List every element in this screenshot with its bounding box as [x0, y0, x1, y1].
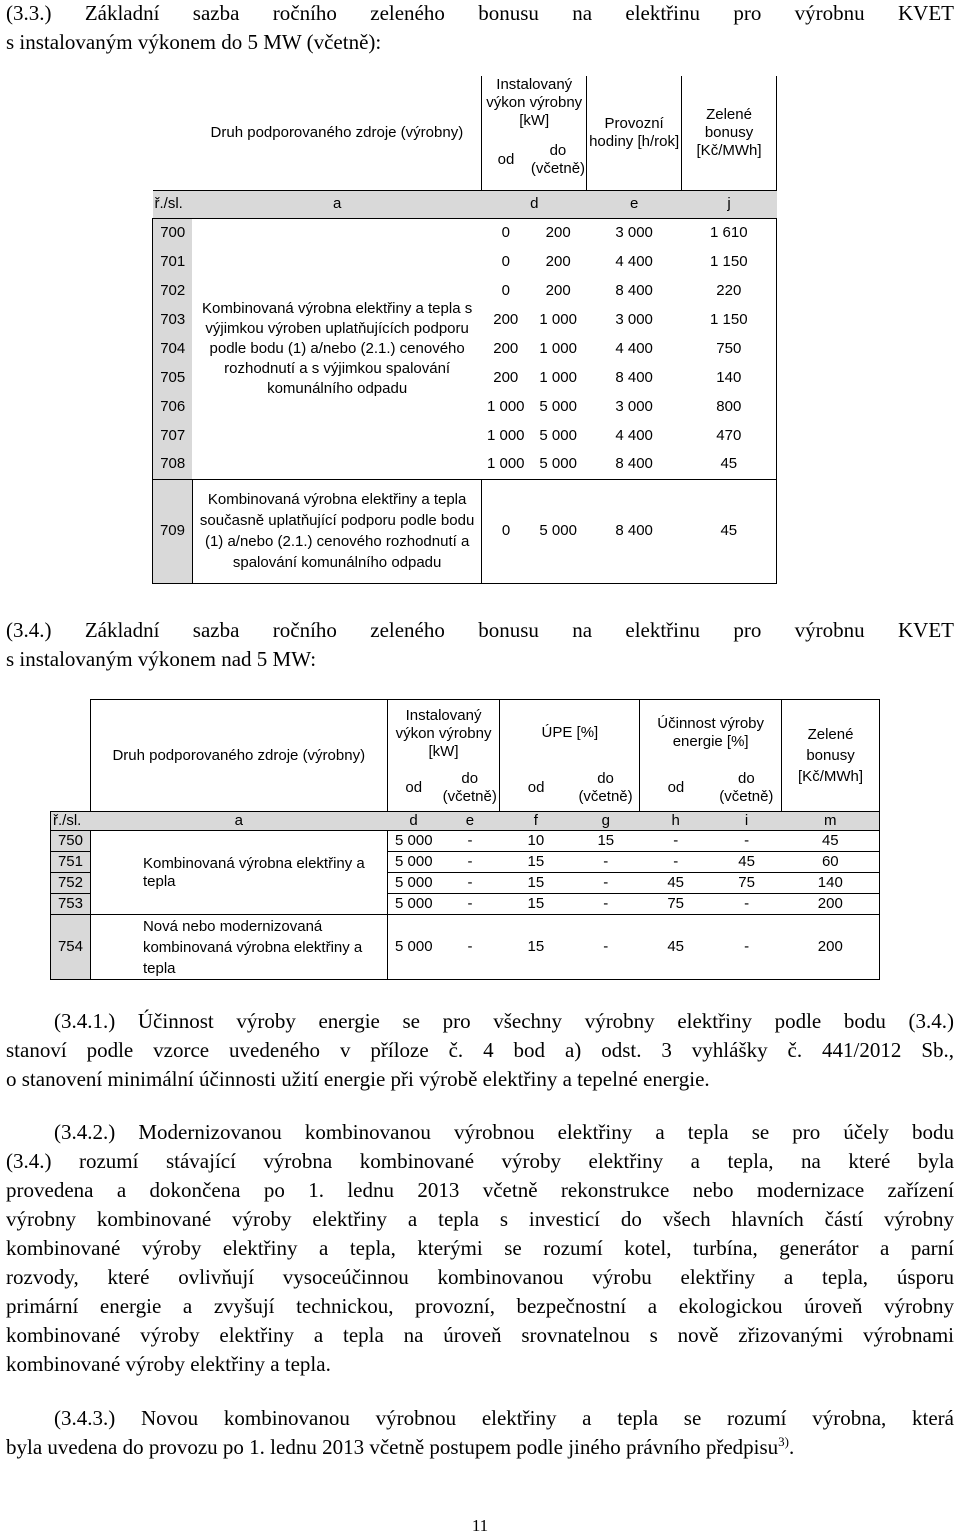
cell-m: 60 [821, 853, 839, 870]
t1-letter-j: j [727, 195, 731, 212]
paragraph-342-line1: (3.4.2.) Modernizovanou kombinovanou výrobnou elektřiny a tepla se pro účely bodu [54, 1120, 954, 1144]
cell-d: 5 000 [395, 832, 433, 849]
cell-f: 15 [527, 874, 545, 891]
t2-letter-g: g [601, 812, 610, 829]
cell-to: 5 000 [539, 426, 577, 444]
t2-header-installed: Instalovaný výkon výrobny [kW] [387, 700, 500, 766]
paragraph-341-line3: o stanovení minimální účinnosti užití energie při výrobě elektřiny a tepelné energie. [6, 1067, 710, 1091]
row-number: 708 [153, 450, 193, 479]
cell-hours: 3 000 [615, 397, 653, 415]
t1-letter-e: e [629, 195, 639, 212]
cell-from: 0 [501, 252, 510, 270]
cell-h: - [673, 853, 679, 870]
paragraph-343 [6, 1404, 954, 1462]
t2-letter-d: d [409, 812, 418, 829]
cell-m: 140 [817, 874, 843, 891]
t1-header-bonus: Zelené bonusy [Kč/MWh] [682, 76, 777, 190]
cell-i: 45 [738, 853, 755, 870]
cell-hours: 8 400 [615, 368, 653, 386]
row-number: 706 [153, 392, 193, 421]
paragraph-343-line1: (3.4.3.) Novou kombinovanou výrobnou elektřiny a tepla se rozumí výrobna, která [54, 1406, 954, 1430]
row-number: 754 [51, 915, 91, 980]
cell-from: 200 [493, 368, 519, 386]
table-row [51, 915, 880, 980]
t1-source-b: Kombinovaná výrobna elektřiny a tepla současně uplatňující podporu podle bodu (1) a/nebo (2.1.) cenového rozhodnutí a spalování komunálního odpadu [192, 479, 481, 583]
t1-header-to: do (včetně) [530, 130, 587, 190]
bonus-table-over-5mw [50, 699, 880, 980]
cell-from: 0 [501, 223, 510, 241]
cell-e: - [467, 874, 473, 891]
cell-bonus: 1 150 [710, 252, 748, 270]
table-row [153, 421, 777, 450]
section-33-line2: s instalovaným výkonem do 5 MW (včetně): [6, 30, 382, 54]
row-number: 709 [153, 479, 193, 583]
t1-letter-row: ř./sl. [154, 195, 183, 212]
cell-to: 5 000 [539, 397, 577, 415]
cell-bonus: 140 [716, 368, 742, 386]
cell-hours: 3 000 [615, 223, 653, 241]
cell-bonus: 800 [716, 397, 742, 415]
t2-header-g-to: do (včetně) [572, 766, 640, 812]
cell-to: 1 000 [539, 368, 577, 386]
footnote-ref: 3) [778, 1434, 790, 1449]
row-number: 751 [51, 852, 91, 873]
row-number: 750 [51, 831, 91, 852]
cell-i: - [744, 895, 750, 912]
cell-d: 5 000 [395, 874, 433, 891]
cell-hours: 4 400 [615, 339, 653, 357]
table-row [153, 479, 777, 583]
row-number: 707 [153, 421, 193, 450]
cell-e: - [467, 938, 473, 955]
cell-from: 200 [493, 339, 519, 357]
cell-h: 75 [667, 895, 685, 912]
cell-hours: 8 400 [615, 281, 653, 299]
t2-letter-row: ř./sl. [53, 812, 82, 829]
t2-source-b: Nová nebo modernizovaná kombinovaná výrobna elektřiny a tepla [90, 915, 387, 980]
cell-g: - [603, 874, 609, 891]
table-row [153, 247, 777, 276]
paragraph-342-line3: provedena a dokončena po 1. lednu 2013 včetně rekonstrukce nebo modernizace zařízení [6, 1178, 954, 1202]
t1-header-hours: Provozní hodiny [h/rok] [587, 76, 682, 190]
cell-to: 1 000 [539, 310, 577, 328]
cell-hours: 8 400 [615, 455, 653, 473]
cell-m: 45 [821, 832, 839, 849]
cell-from: 1 000 [486, 426, 525, 444]
cell-d: 5 000 [395, 895, 433, 912]
row-number: 703 [153, 305, 193, 334]
section-34-line1: (3.4.) Základní sazba ročního zeleného bonusu na elektřinu pro výrobnu KVET [6, 618, 954, 642]
t2-letter-a: a [234, 812, 243, 829]
t1-letter-d: d [530, 195, 539, 212]
t1-letter-a: a [332, 195, 342, 212]
t2-header-i-to: do (včetně) [712, 766, 782, 812]
row-number: 705 [153, 363, 193, 392]
t2-header-bonus: Zelené bonusy [Kč/MWh] [782, 700, 880, 812]
paragraph-342-line2: (3.4.) rozumí stávající výrobna kombinované výroby elektřiny a tepla, na které byla [6, 1149, 954, 1173]
paragraph-342-line4: výrobny kombinované výroby elektřiny a tepla s investicí do všech hlavních částí výrobny [6, 1207, 954, 1231]
cell-bonus: 750 [716, 339, 742, 357]
cell-hours: 8 400 [615, 522, 653, 539]
paragraph-342-line9: kombinované výroby elektřiny a tepla. [6, 1352, 331, 1376]
cell-from: 200 [493, 310, 519, 328]
t1-header-installed: Instalovaný výkon výrobny [kW] [482, 76, 587, 130]
t2-header-upe: ÚPE [%] [500, 700, 640, 766]
table-row [51, 831, 880, 852]
paragraph-341-line1: (3.4.1.) Účinnost výroby energie se pro všechny výrobny elektřiny podle bodu (3.4.) [54, 1009, 954, 1033]
cell-hours: 4 400 [615, 426, 653, 444]
cell-bonus: 220 [716, 281, 742, 299]
cell-f: 15 [527, 895, 545, 912]
section-33-line1: (3.3.) Základní sazba ročního zeleného bonusu na elektřinu pro výrobnu KVET [6, 1, 954, 25]
row-number: 700 [153, 218, 193, 247]
t2-letter-m: m [824, 812, 837, 829]
paragraph-343-line2-wrap [6, 1433, 954, 1462]
t2-header-h-from: od [667, 779, 685, 797]
cell-e: - [467, 895, 473, 912]
t2-letter-f: f [533, 812, 538, 829]
table-row [153, 276, 777, 305]
bonus-table-up-to-5mw [152, 76, 777, 584]
section-34-heading [6, 616, 954, 674]
table-row [153, 450, 777, 479]
row-number: 702 [153, 276, 193, 305]
paragraph-341-line2: stanoví podle vzorce uvedeného v příloze č. 4 bod a) odst. 3 vyhlášky č. 441/2012 Sb., [6, 1038, 954, 1062]
cell-bonus: 45 [720, 455, 738, 473]
table-row [153, 218, 777, 247]
cell-g: - [603, 853, 609, 870]
row-number: 704 [153, 334, 193, 363]
cell-hours: 3 000 [615, 310, 653, 328]
paragraph-341 [6, 1007, 954, 1094]
cell-bonus: 1 610 [710, 223, 748, 241]
cell-to: 5 000 [539, 455, 577, 473]
t2-header-f-from: od [527, 779, 545, 797]
cell-g: - [603, 895, 609, 912]
cell-m: 200 [817, 895, 843, 912]
paragraph-342-line7: primární energie a zvyšují technickou, provozní, bezpečnostní a ekologickou úroveň výrobny [6, 1294, 954, 1318]
cell-g: - [603, 938, 609, 955]
t1-source-a: Kombinovaná výrobna elektřiny a tepla s výjimkou výroben uplatňujících podporu podle bodu (1) a/nebo (2.1.) cenového rozhodnutí a s výjimkou spalování komunálního odpadu [202, 299, 473, 397]
cell-h: - [673, 832, 679, 849]
cell-h: 45 [667, 938, 685, 955]
cell-m: 200 [817, 938, 843, 955]
t1-header-source: Druh podporovaného zdroje (výrobny) [192, 76, 481, 190]
cell-from: 1 000 [486, 455, 525, 473]
paragraph-342-line5: kombinované výroby elektřiny a tepla, kterými se rozumí kotel, turbína, generátor a parní [6, 1236, 954, 1260]
t2-header-d-from: od [405, 779, 423, 797]
cell-hours: 4 400 [615, 252, 653, 270]
cell-to: 1 000 [539, 339, 577, 357]
row-number: 753 [51, 894, 91, 915]
t2-header-source: Druh podporovaného zdroje (výrobny) [90, 700, 387, 812]
paragraph-343-line2-end: . [789, 1435, 795, 1459]
cell-to: 200 [545, 223, 571, 241]
cell-e: - [467, 832, 473, 849]
t2-letter-i: i [744, 812, 749, 829]
cell-bonus: 470 [716, 426, 742, 444]
cell-i: - [744, 938, 750, 955]
cell-to: 200 [545, 252, 571, 270]
cell-from: 0 [501, 522, 511, 539]
cell-to: 200 [545, 281, 571, 299]
page-number: 11 [471, 1516, 489, 1535]
cell-i: - [744, 832, 750, 849]
cell-bonus: 1 150 [710, 310, 748, 328]
paragraph-342-line6: rozvody, které ovlivňují vysoceúčinnou kombinovanou výrobu elektřiny a tepla, úsporu [6, 1265, 954, 1289]
cell-h: 45 [667, 874, 685, 891]
paragraph-342 [6, 1118, 954, 1379]
t1-header-from: od [497, 150, 515, 168]
cell-e: - [467, 853, 473, 870]
row-number: 701 [153, 247, 193, 276]
cell-bonus: 45 [720, 522, 738, 539]
t2-letter-h: h [671, 812, 680, 829]
cell-d: 5 000 [395, 853, 433, 870]
cell-f: 10 [527, 832, 545, 849]
t2-header-efficiency: Účinnost výroby energie [%] [640, 700, 782, 766]
section-34-line2: s instalovaným výkonem nad 5 MW: [6, 647, 317, 671]
cell-from: 0 [501, 281, 510, 299]
cell-g: 15 [597, 832, 615, 849]
paragraph-343-line2: byla uvedena do provozu po 1. lednu 2013 včetně postupem podle jiného právního předpisu [6, 1435, 779, 1459]
t2-source-a: Kombinovaná výrobna elektřiny a tepla [90, 831, 387, 915]
cell-f: 15 [527, 938, 545, 955]
t2-letter-e: e [465, 812, 475, 829]
cell-i: 75 [738, 874, 755, 891]
section-33-heading [6, 0, 954, 57]
cell-to: 5 000 [539, 522, 577, 539]
cell-d: 5 000 [395, 938, 433, 955]
t2-header-e-to: do (včetně) [440, 766, 500, 812]
paragraph-342-line8: kombinované výroby elektřiny a tepla na úroveň srovnatelnou s nově zřizovanými výrobnami [6, 1323, 954, 1347]
cell-from: 1 000 [486, 397, 525, 415]
row-number: 752 [51, 873, 91, 894]
cell-f: 15 [527, 853, 545, 870]
